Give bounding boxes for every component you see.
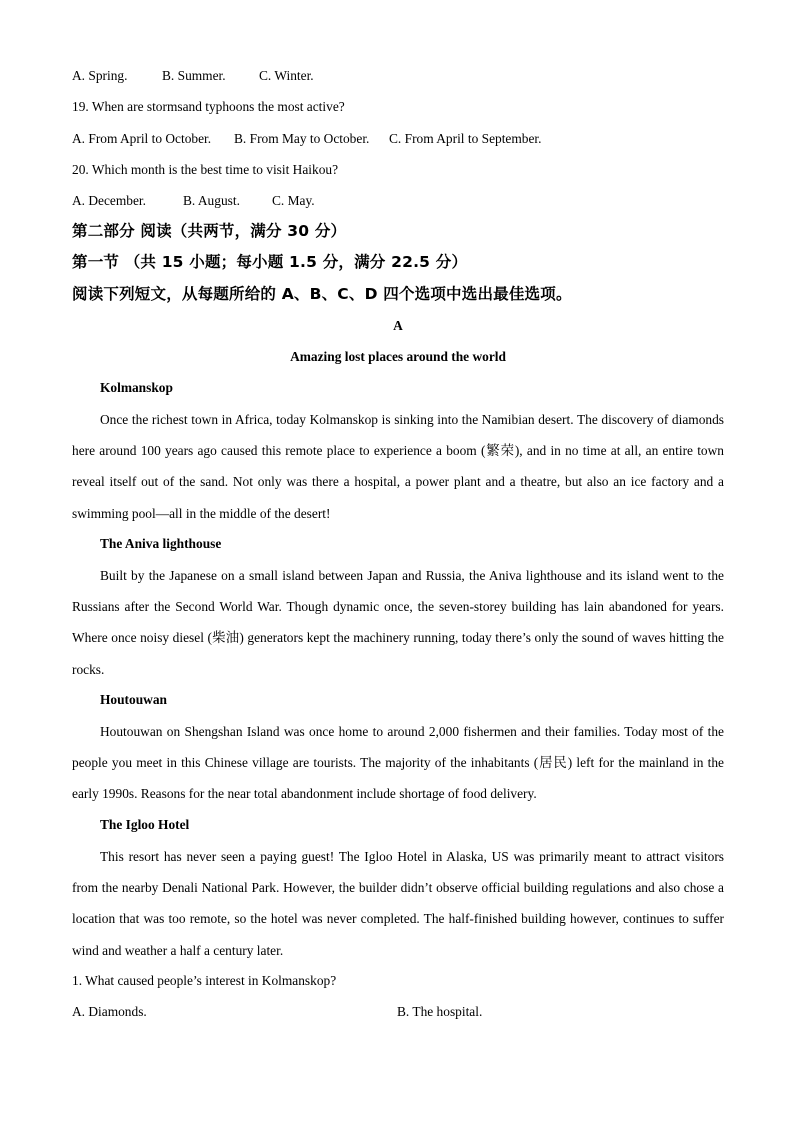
q1-question: 1. What caused people’s interest in Kolmanskop? [72,973,337,988]
place-text-igloo-hotel: This resort has never seen a paying guest! The Igloo Hotel in Alaska, US was primarily meant to attract visitors from the nearby Denali National Park. However, the builder didn’t observe official building regulations and also chose a location that was too remote, so the hotel was never completed. The half-finished building however, continues to suffer wind and weather a half a century later. [72,849,724,958]
q20-option-c: C. May. [272,193,315,208]
section-title: 第一节 （共 15 小题；每小题 1.5 分，满分 22.5 分） [72,253,468,271]
q20-option-a: A. December. [72,193,146,208]
q19-option-b: B. From May to October. [234,131,370,146]
place-heading-igloo-hotel: The Igloo Hotel [100,817,190,832]
place-text-houtouwan: Houtouwan on Shengshan Island was once home to around 2,000 fishermen and their families. Today most of the people you meet in this Chinese village are tourists. The majority of the inhabitants (居民) left for the mainland in the early 1990s. Reasons for the near total abandonment include shortage of food delivery. [72,724,724,802]
q19-question: 19. When are stormsand typhoons the most active? [72,99,345,114]
q18-option-b: B. Summer. [162,68,226,83]
place-text-kolmanskop: Once the richest town in Africa, today Kolmanskop is sinking into the Namibian desert. The discovery of diamonds here around 100 years ago caused this remote place to experience a boom (繁荣), and in no time at all, an entire town reveal itself out of the sand. Not only was there a hospital, a power plant and a theatre, but also an ice factory and a swimming pool—all in the middle of the desert! [72,412,724,521]
passage-letter: A [393,318,403,333]
q18-option-a: A. Spring. [72,68,128,83]
q1-option-a: A. Diamonds. [72,1004,147,1019]
q20-option-b: B. August. [183,193,240,208]
section-instruction: 阅读下列短文，从每题所给的 A、B、C、D 四个选项中选出最佳选项。 [72,285,572,303]
part-title: 第二部分 阅读（共两节，满分 30 分） [72,222,347,240]
q18-option-c: C. Winter. [259,68,314,83]
q19-option-a: A. From April to October. [72,131,212,146]
place-heading-kolmanskop: Kolmanskop [100,380,173,395]
place-text-aniva: Built by the Japanese on a small island between Japan and Russia, the Aniva lighthouse and its island went to the Russians after the Second World War. Though dynamic once, the seven-storey building has lain abandoned for years. Where once noisy diesel (柴油) generators kept the machinery running, today there’s only the sound of waves hitting the rocks. [72,568,724,677]
q1-option-b: B. The hospital. [397,1004,483,1019]
q20-question: 20. Which month is the best time to visit Haikou? [72,162,339,177]
passage-title: Amazing lost places around the world [290,349,506,364]
place-heading-houtouwan: Houtouwan [100,692,167,707]
place-heading-aniva: The Aniva lighthouse [100,536,222,551]
q19-option-c: C. From April to September. [389,131,542,146]
